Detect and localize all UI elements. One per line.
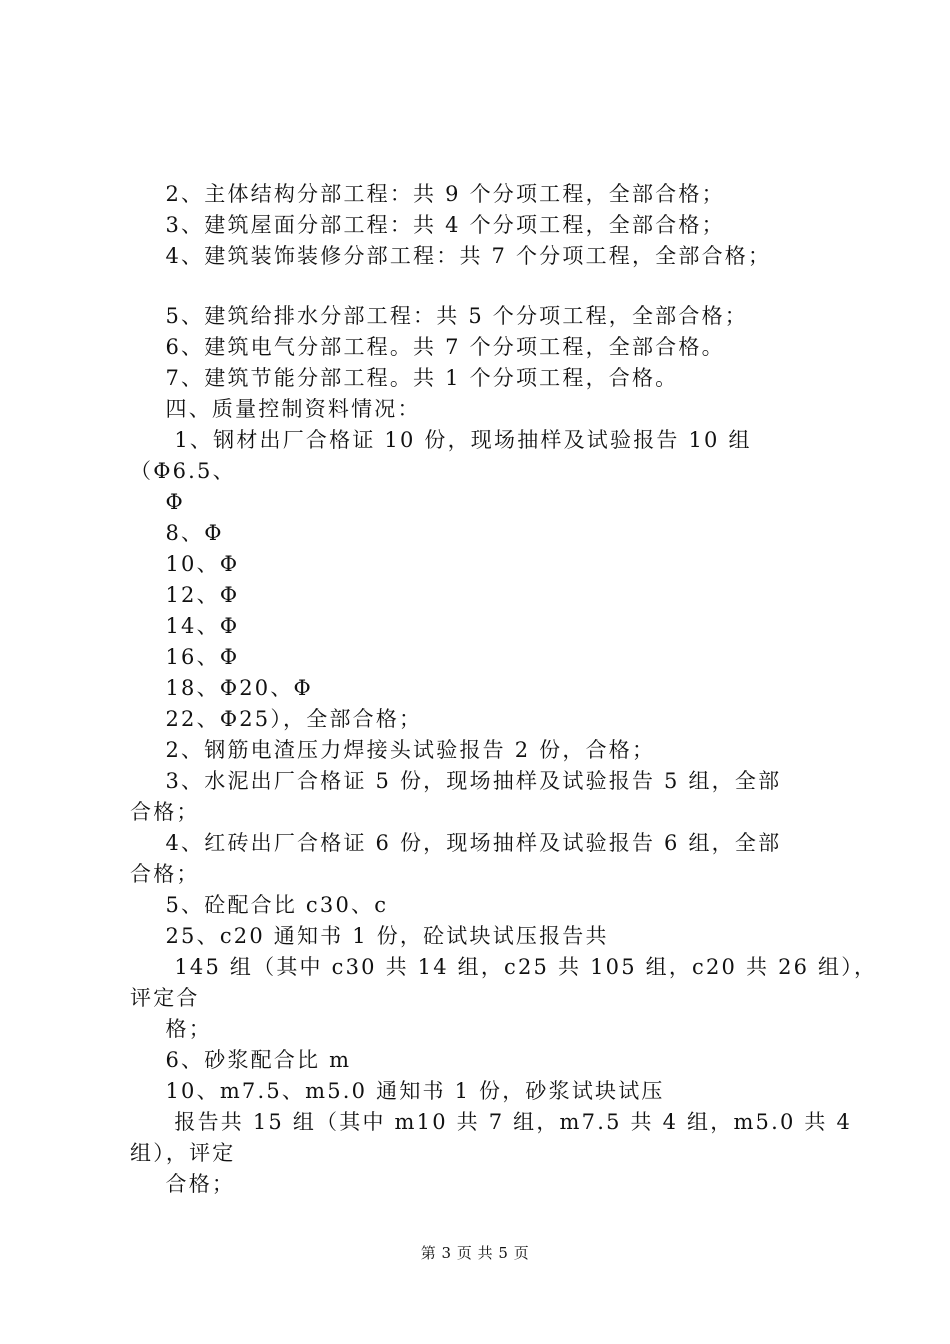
text-line: 7、建筑节能分部工程。共 1 个分项工程，合格。 [130,366,679,390]
section-heading: 四、质量控制资料情况： [130,397,421,421]
page-footer [0,1242,950,1263]
text-line: 3、建筑屋面分部工程：共 4 个分项工程，全部合格； [130,213,725,237]
text-line: 格； [130,1017,212,1041]
text-line: 合格； [130,1172,236,1196]
paragraph-gap [130,272,840,301]
text-line: 25、c20 通知书 1 份，砼试块试压报告共 [130,924,609,948]
text-line: 4、红砖出厂合格证 6 份，现场抽样及试验报告 6 组，全部 [130,831,782,855]
text-line: 4、建筑装饰装修分部工程：共 7 个分项工程，全部合格； [130,244,772,268]
document-body [130,179,878,1200]
text-line: 1、钢材出厂合格证 10 份，现场抽样及试验报告 10 组 [130,428,752,452]
text-line: 12、Φ [130,583,240,607]
text-line: 22、Φ25），全部合格； [130,707,423,731]
text-line: 5、砼配合比 c30、c [130,893,389,917]
text-line: 报告共 15 组（其中 m10 共 7 组，m7.5 共 4 组，m5.0 共 4 [130,1110,853,1134]
text-line: 16、Φ [130,645,240,669]
text-line: 6、建筑电气分部工程。共 7 个分项工程，全部合格。 [130,335,725,359]
text-line: 145 组（其中 c30 共 14 组，c25 共 105 组，c20 共 26 组）， [130,955,878,979]
text-line: 8、Φ [130,521,224,545]
text-line: 合格； [130,800,200,824]
text-line: 6、砂浆配合比 m [130,1048,352,1072]
text-line: 18、Φ20、Φ [130,676,313,700]
text-line: 2、主体结构分部工程：共 9 个分项工程，全部合格； [130,182,725,206]
text-line: 组），评定 [130,1141,236,1165]
text-line: 评定合 [130,986,200,1010]
text-line: 10、m7.5、m5.0 通知书 1 份，砂浆试块试压 [130,1079,665,1103]
text-line: 合格； [130,862,200,886]
text-line: （Φ6.5、 [130,459,236,483]
text-line: 5、建筑给排水分部工程：共 5 个分项工程，全部合格； [130,304,748,328]
text-line: 2、钢筋电渣压力焊接头试验报告 2 份，合格； [130,738,656,762]
text-line: Φ [130,490,185,514]
page-number-label: 第 3 页 共 5 页 [420,1244,530,1262]
text-line: 3、水泥出厂合格证 5 份，现场抽样及试验报告 5 组，全部 [130,769,782,793]
text-line: 10、Φ [130,552,240,576]
text-line: 14、Φ [130,614,240,638]
